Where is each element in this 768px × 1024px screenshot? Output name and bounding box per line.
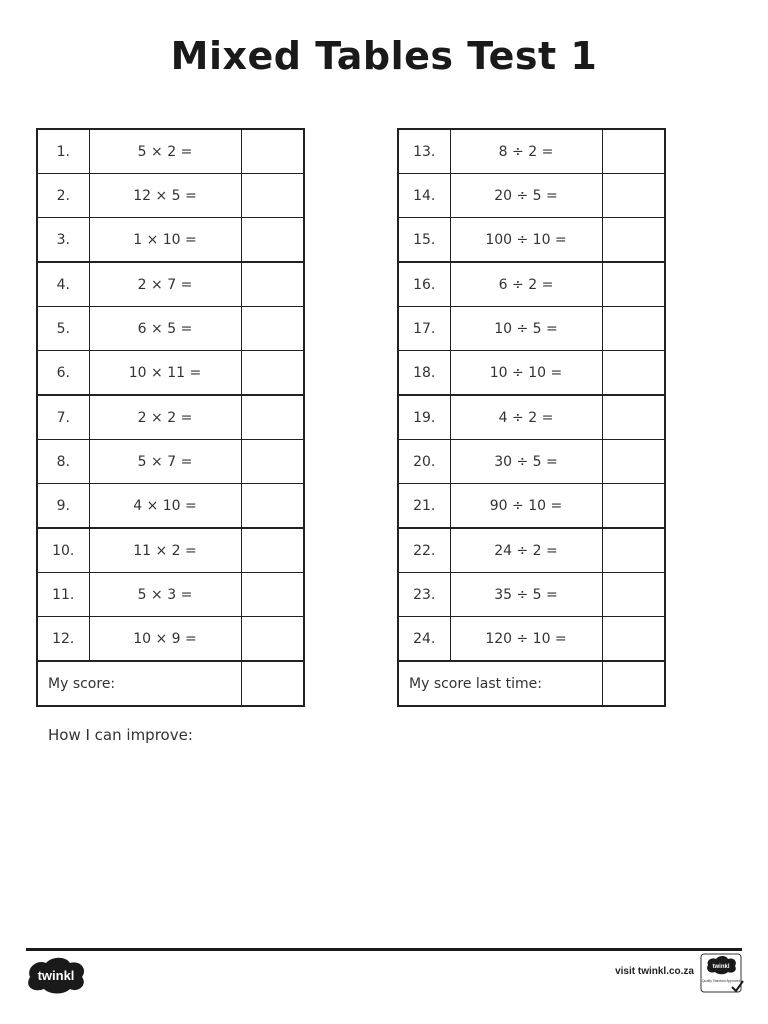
question-row: [37, 307, 304, 351]
question-number: 6.: [37, 351, 89, 396]
question-text: 2 × 7 =: [89, 262, 241, 307]
question-text: 1 × 10 =: [89, 218, 241, 263]
question-row: [37, 351, 304, 396]
question-text: 10 × 9 =: [89, 617, 241, 662]
answer-box[interactable]: [602, 440, 665, 484]
question-text: 11 × 2 =: [89, 528, 241, 573]
badge-text: Quality Standard Approved: [701, 979, 741, 983]
answer-box[interactable]: [602, 307, 665, 351]
question-text: 20 ÷ 5 =: [450, 174, 602, 218]
question-text: 4 × 10 =: [89, 484, 241, 529]
question-row: [37, 262, 304, 307]
left-questions-table: [36, 128, 305, 707]
score-row: [37, 661, 304, 706]
question-row: [398, 307, 665, 351]
question-row: [398, 351, 665, 396]
question-number: 24.: [398, 617, 450, 662]
score-box[interactable]: [241, 661, 304, 706]
answer-box[interactable]: [602, 395, 665, 440]
question-text: 5 × 7 =: [89, 440, 241, 484]
question-text: 10 × 11 =: [89, 351, 241, 396]
quality-badge: [700, 953, 744, 995]
answer-box[interactable]: [241, 528, 304, 573]
answer-box[interactable]: [241, 440, 304, 484]
question-number: 14.: [398, 174, 450, 218]
question-number: 21.: [398, 484, 450, 529]
answer-box[interactable]: [241, 573, 304, 617]
question-number: 17.: [398, 307, 450, 351]
question-text: 12 × 5 =: [89, 174, 241, 218]
question-text: 6 × 5 =: [89, 307, 241, 351]
question-number: 1.: [37, 129, 89, 174]
question-row: [398, 129, 665, 174]
answer-box[interactable]: [602, 351, 665, 396]
page-title: Mixed Tables Test 1: [170, 34, 598, 78]
question-number: 23.: [398, 573, 450, 617]
question-text: 6 ÷ 2 =: [450, 262, 602, 307]
question-row: [37, 440, 304, 484]
answer-box[interactable]: [241, 262, 304, 307]
question-text: 5 × 2 =: [89, 129, 241, 174]
improve-label: How I can improve:: [48, 726, 193, 744]
question-number: 11.: [37, 573, 89, 617]
question-number: 9.: [37, 484, 89, 529]
question-row: [37, 528, 304, 573]
answer-box[interactable]: [241, 484, 304, 529]
badge-brand: twinkl: [712, 964, 730, 970]
question-text: 120 ÷ 10 =: [450, 617, 602, 662]
score-row: [398, 661, 665, 706]
answer-box[interactable]: [241, 129, 304, 174]
right-questions-table: [397, 128, 666, 707]
question-row: [37, 573, 304, 617]
question-text: 5 × 3 =: [89, 573, 241, 617]
answer-box[interactable]: [602, 617, 665, 662]
score-box[interactable]: [602, 661, 665, 706]
question-number: 12.: [37, 617, 89, 662]
answer-box[interactable]: [602, 484, 665, 529]
question-text: 10 ÷ 5 =: [450, 307, 602, 351]
question-text: 35 ÷ 5 =: [450, 573, 602, 617]
question-row: [398, 617, 665, 662]
visit-link[interactable]: visit twinkl.co.za: [615, 966, 694, 977]
answer-box[interactable]: [241, 174, 304, 218]
question-text: 100 ÷ 10 =: [450, 218, 602, 263]
question-row: [398, 174, 665, 218]
question-row: [37, 174, 304, 218]
question-row: [398, 395, 665, 440]
answer-box[interactable]: [602, 218, 665, 263]
question-row: [37, 617, 304, 662]
question-row: [37, 218, 304, 263]
question-text: 10 ÷ 10 =: [450, 351, 602, 396]
score-label: My score:: [37, 661, 241, 706]
answer-box[interactable]: [241, 351, 304, 396]
question-number: 16.: [398, 262, 450, 307]
question-text: 8 ÷ 2 =: [450, 129, 602, 174]
question-row: [398, 218, 665, 263]
question-row: [398, 528, 665, 573]
score-label: My score last time:: [398, 661, 602, 706]
answer-box[interactable]: [602, 573, 665, 617]
answer-box[interactable]: [241, 307, 304, 351]
question-number: 10.: [37, 528, 89, 573]
question-number: 20.: [398, 440, 450, 484]
logo-text: twinkl: [37, 968, 75, 983]
question-row: [37, 129, 304, 174]
question-row: [37, 484, 304, 529]
answer-box[interactable]: [602, 528, 665, 573]
answer-box[interactable]: [241, 218, 304, 263]
footer-divider: [26, 948, 742, 951]
question-number: 4.: [37, 262, 89, 307]
question-number: 8.: [37, 440, 89, 484]
question-text: 30 ÷ 5 =: [450, 440, 602, 484]
answer-box[interactable]: [602, 129, 665, 174]
question-number: 15.: [398, 218, 450, 263]
question-text: 2 × 2 =: [89, 395, 241, 440]
question-number: 18.: [398, 351, 450, 396]
question-row: [398, 573, 665, 617]
question-number: 2.: [37, 174, 89, 218]
answer-box[interactable]: [602, 174, 665, 218]
question-row: [398, 440, 665, 484]
answer-box[interactable]: [241, 617, 304, 662]
question-number: 5.: [37, 307, 89, 351]
question-text: 90 ÷ 10 =: [450, 484, 602, 529]
answer-box[interactable]: [602, 262, 665, 307]
question-number: 19.: [398, 395, 450, 440]
question-number: 13.: [398, 129, 450, 174]
question-row: [37, 395, 304, 440]
question-row: [398, 262, 665, 307]
twinkl-logo: [24, 955, 88, 995]
answer-box[interactable]: [241, 395, 304, 440]
question-text: 24 ÷ 2 =: [450, 528, 602, 573]
question-row: [398, 484, 665, 529]
question-number: 22.: [398, 528, 450, 573]
question-text: 4 ÷ 2 =: [450, 395, 602, 440]
question-number: 7.: [37, 395, 89, 440]
question-number: 3.: [37, 218, 89, 263]
